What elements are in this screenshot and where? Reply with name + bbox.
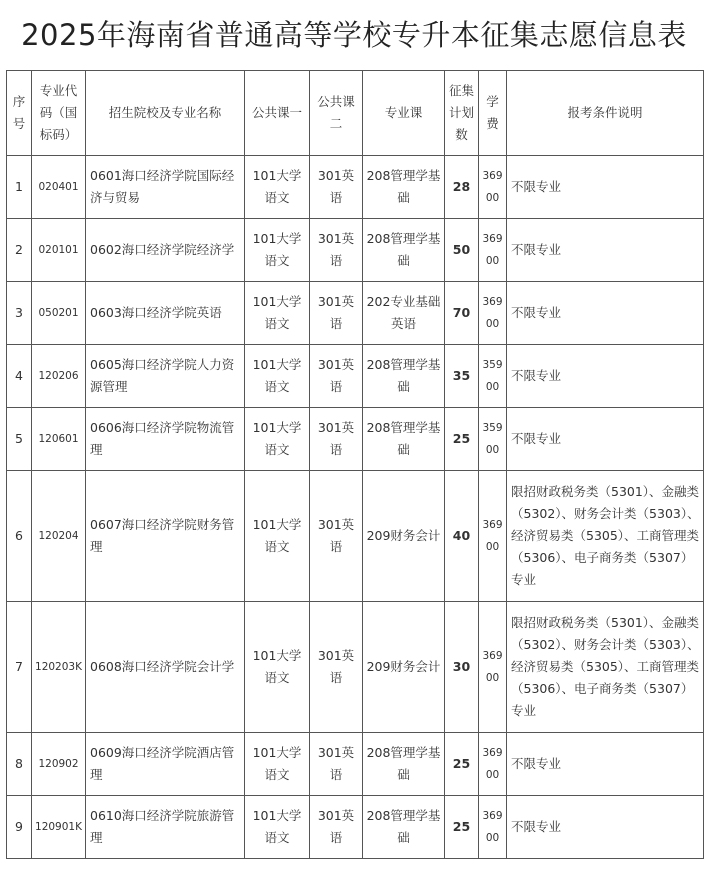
cell-course2: 301英语	[310, 345, 363, 408]
table-row	[7, 733, 704, 796]
table-row	[7, 602, 704, 733]
cell-course1: 101大学语文	[245, 733, 310, 796]
info-table	[6, 70, 704, 859]
cell-course2: 301英语	[310, 796, 363, 859]
cell-school: 0601海口经济学院国际经济与贸易	[86, 156, 245, 219]
cell-major: 209财务会计	[363, 602, 445, 733]
cell-course2: 301英语	[310, 408, 363, 471]
table-row	[7, 156, 704, 219]
cell-code: 120204	[32, 471, 86, 602]
cell-course1: 101大学语文	[245, 219, 310, 282]
cell-major: 208管理学基础	[363, 345, 445, 408]
cell-school: 0606海口经济学院物流管理	[86, 408, 245, 471]
cell-code: 020401	[32, 156, 86, 219]
page-title: 2025年海南省普通高等学校专升本征集志愿信息表	[21, 18, 687, 52]
cell-code: 020101	[32, 219, 86, 282]
cell-course1: 101大学语文	[245, 156, 310, 219]
cell-plan: 30	[445, 602, 479, 733]
cell-condition: 不限专业	[507, 219, 704, 282]
col-header: 招生院校及专业名称	[86, 71, 245, 156]
cell-fee: 35900	[479, 345, 507, 408]
cell-no: 9	[7, 796, 32, 859]
cell-code: 120203K	[32, 602, 86, 733]
header-row	[7, 71, 704, 156]
cell-code: 120902	[32, 733, 86, 796]
cell-condition: 限招财政税务类（5301）、金融类（5302）、财务会计类（5303）、经济贸易类（5305）、工商管理类（5306）、电子商务类（5307）专业	[507, 471, 704, 602]
cell-course1: 101大学语文	[245, 796, 310, 859]
cell-condition: 不限专业	[507, 796, 704, 859]
cell-course1: 101大学语文	[245, 408, 310, 471]
col-header: 公共课二	[310, 71, 363, 156]
cell-course2: 301英语	[310, 156, 363, 219]
cell-school: 0608海口经济学院会计学	[86, 602, 245, 733]
cell-no: 1	[7, 156, 32, 219]
cell-code: 120206	[32, 345, 86, 408]
cell-plan: 35	[445, 345, 479, 408]
cell-school: 0602海口经济学院经济学	[86, 219, 245, 282]
cell-plan: 25	[445, 733, 479, 796]
cell-condition: 限招财政税务类（5301）、金融类（5302）、财务会计类（5303）、经济贸易类（5305）、工商管理类（5306）、电子商务类（5307）专业	[507, 602, 704, 733]
cell-major: 209财务会计	[363, 471, 445, 602]
cell-code: 120901K	[32, 796, 86, 859]
cell-plan: 50	[445, 219, 479, 282]
col-header: 公共课一	[245, 71, 310, 156]
cell-no: 6	[7, 471, 32, 602]
cell-fee: 36900	[479, 733, 507, 796]
cell-major: 208管理学基础	[363, 219, 445, 282]
col-header: 专业代码（国标码）	[32, 71, 86, 156]
cell-major: 208管理学基础	[363, 156, 445, 219]
cell-plan: 40	[445, 471, 479, 602]
cell-school: 0603海口经济学院英语	[86, 282, 245, 345]
cell-fee: 36900	[479, 156, 507, 219]
cell-code: 050201	[32, 282, 86, 345]
cell-plan: 25	[445, 796, 479, 859]
table-row	[7, 796, 704, 859]
cell-condition: 不限专业	[507, 733, 704, 796]
cell-no: 5	[7, 408, 32, 471]
cell-fee: 36900	[479, 219, 507, 282]
cell-no: 8	[7, 733, 32, 796]
cell-school: 0609海口经济学院酒店管理	[86, 733, 245, 796]
table-row	[7, 345, 704, 408]
cell-course2: 301英语	[310, 602, 363, 733]
cell-plan: 70	[445, 282, 479, 345]
cell-no: 3	[7, 282, 32, 345]
table-row	[7, 408, 704, 471]
cell-school: 0610海口经济学院旅游管理	[86, 796, 245, 859]
cell-course1: 101大学语文	[245, 345, 310, 408]
col-header: 序号	[7, 71, 32, 156]
cell-course2: 301英语	[310, 471, 363, 602]
cell-course1: 101大学语文	[245, 471, 310, 602]
cell-course1: 101大学语文	[245, 282, 310, 345]
cell-major: 202专业基础英语	[363, 282, 445, 345]
cell-condition: 不限专业	[507, 282, 704, 345]
col-header: 报考条件说明	[507, 71, 704, 156]
cell-course2: 301英语	[310, 219, 363, 282]
cell-plan: 25	[445, 408, 479, 471]
cell-course2: 301英语	[310, 282, 363, 345]
table-row	[7, 219, 704, 282]
cell-major: 208管理学基础	[363, 796, 445, 859]
col-header: 学费	[479, 71, 507, 156]
cell-school: 0607海口经济学院财务管理	[86, 471, 245, 602]
cell-course2: 301英语	[310, 733, 363, 796]
cell-fee: 36900	[479, 796, 507, 859]
cell-course1: 101大学语文	[245, 602, 310, 733]
cell-fee: 36900	[479, 282, 507, 345]
cell-fee: 36900	[479, 471, 507, 602]
cell-condition: 不限专业	[507, 408, 704, 471]
cell-no: 7	[7, 602, 32, 733]
cell-major: 208管理学基础	[363, 408, 445, 471]
cell-fee: 35900	[479, 408, 507, 471]
cell-plan: 28	[445, 156, 479, 219]
cell-no: 2	[7, 219, 32, 282]
col-header: 征集计划数	[445, 71, 479, 156]
cell-condition: 不限专业	[507, 156, 704, 219]
col-header: 专业课	[363, 71, 445, 156]
cell-major: 208管理学基础	[363, 733, 445, 796]
table-row	[7, 282, 704, 345]
table-row	[7, 471, 704, 602]
cell-school: 0605海口经济学院人力资源管理	[86, 345, 245, 408]
cell-fee: 36900	[479, 602, 507, 733]
cell-condition: 不限专业	[507, 345, 704, 408]
cell-code: 120601	[32, 408, 86, 471]
cell-no: 4	[7, 345, 32, 408]
